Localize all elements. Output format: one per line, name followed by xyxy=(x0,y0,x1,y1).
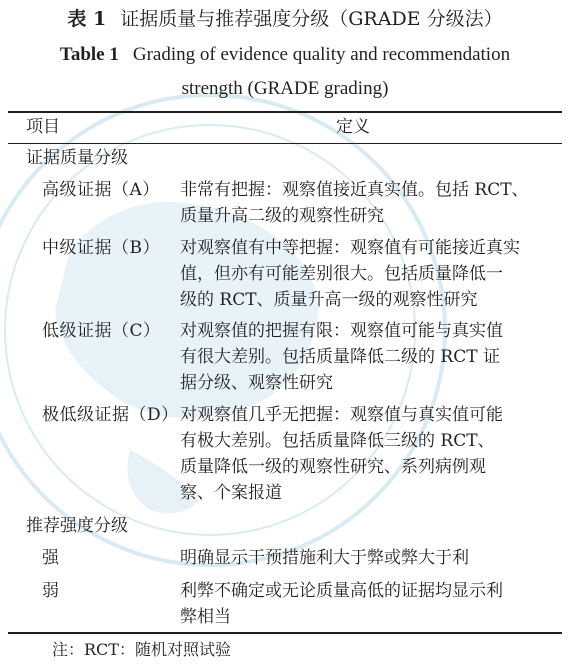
level-low: 低级证据（C） xyxy=(42,321,161,341)
table-caption-en xyxy=(0,38,570,106)
table-title-en-line1: Grading of evidence quality and recommendation xyxy=(132,44,511,65)
table-bottom-rule xyxy=(8,632,562,634)
table-footnote: 注：RCT：随机对照试验 xyxy=(52,640,231,659)
section-title-quality: 证据质量分级 xyxy=(26,148,128,168)
level-strong: 强 xyxy=(42,548,60,568)
header-definition: 定义 xyxy=(336,117,370,137)
table-title-cn: 证据质量与推荐强度分级（GRADE 分级法） xyxy=(120,8,503,30)
section-title-strength: 推荐强度分级 xyxy=(26,516,128,536)
table-title-en-line2: strength (GRADE grading) xyxy=(181,78,389,99)
level-high: 高级证据（A） xyxy=(42,180,160,200)
level-weak: 弱 xyxy=(42,581,60,601)
table-header-rule xyxy=(8,143,562,144)
definition-moderate: 对观察值有中等把握：观察值有可能接近真实 值，但亦有可能差别很大。包括质量降低一 级的 RCT、质量升高一级的观察性研究 xyxy=(180,238,520,310)
definition-very-low: 对观察值几乎无把握：观察值与真实值可能 有极大差别。包括质量降低三级的 RCT、 质量降低一级的观察性研究、系列病例观 察、个案报道 xyxy=(180,405,503,503)
level-moderate: 中级证据（B） xyxy=(42,238,160,258)
definition-weak: 利弊不确定或无论质量高低的证据均显示利 弊相当 xyxy=(180,581,503,627)
definition-high: 非常有把握：观察值接近真实值。包括 RCT、 质量升高二级的观察性研究 xyxy=(180,180,529,226)
definition-strong: 明确显示干预措施利大于弊或弊大于利 xyxy=(180,548,469,568)
table-label-en: Table 1 xyxy=(59,44,119,65)
level-very-low: 极低级证据（D） xyxy=(42,405,179,425)
table-caption-cn xyxy=(0,6,570,32)
table-label-cn: 表 1 xyxy=(67,8,107,30)
definition-low: 对观察值的把握有限：观察值可能与真实值 有很大差别。包括质量降低二级的 RCT 证 据分级、观察性研究 xyxy=(180,321,503,393)
table-top-rule xyxy=(8,111,562,113)
header-item: 项目 xyxy=(26,117,60,137)
